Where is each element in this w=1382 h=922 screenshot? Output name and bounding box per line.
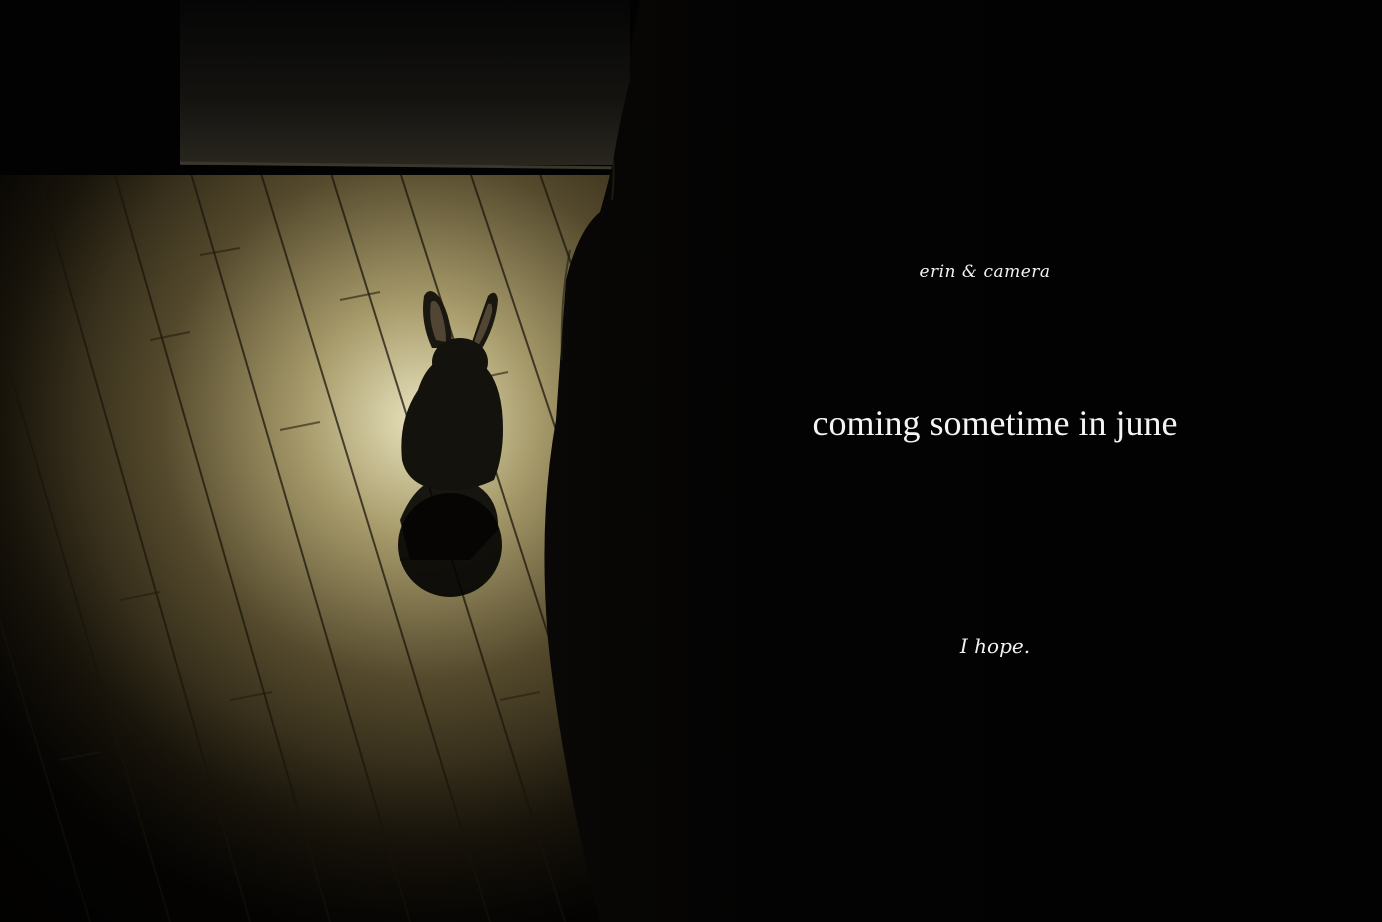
wall (180, 0, 630, 165)
person-silhouette (544, 0, 1382, 922)
caption-erin-and-camera: erin & camera (919, 262, 1051, 282)
caption-coming-sometime-in-june: coming sometime in june (812, 403, 1178, 443)
caption-i-hope: I hope. (959, 634, 1031, 658)
